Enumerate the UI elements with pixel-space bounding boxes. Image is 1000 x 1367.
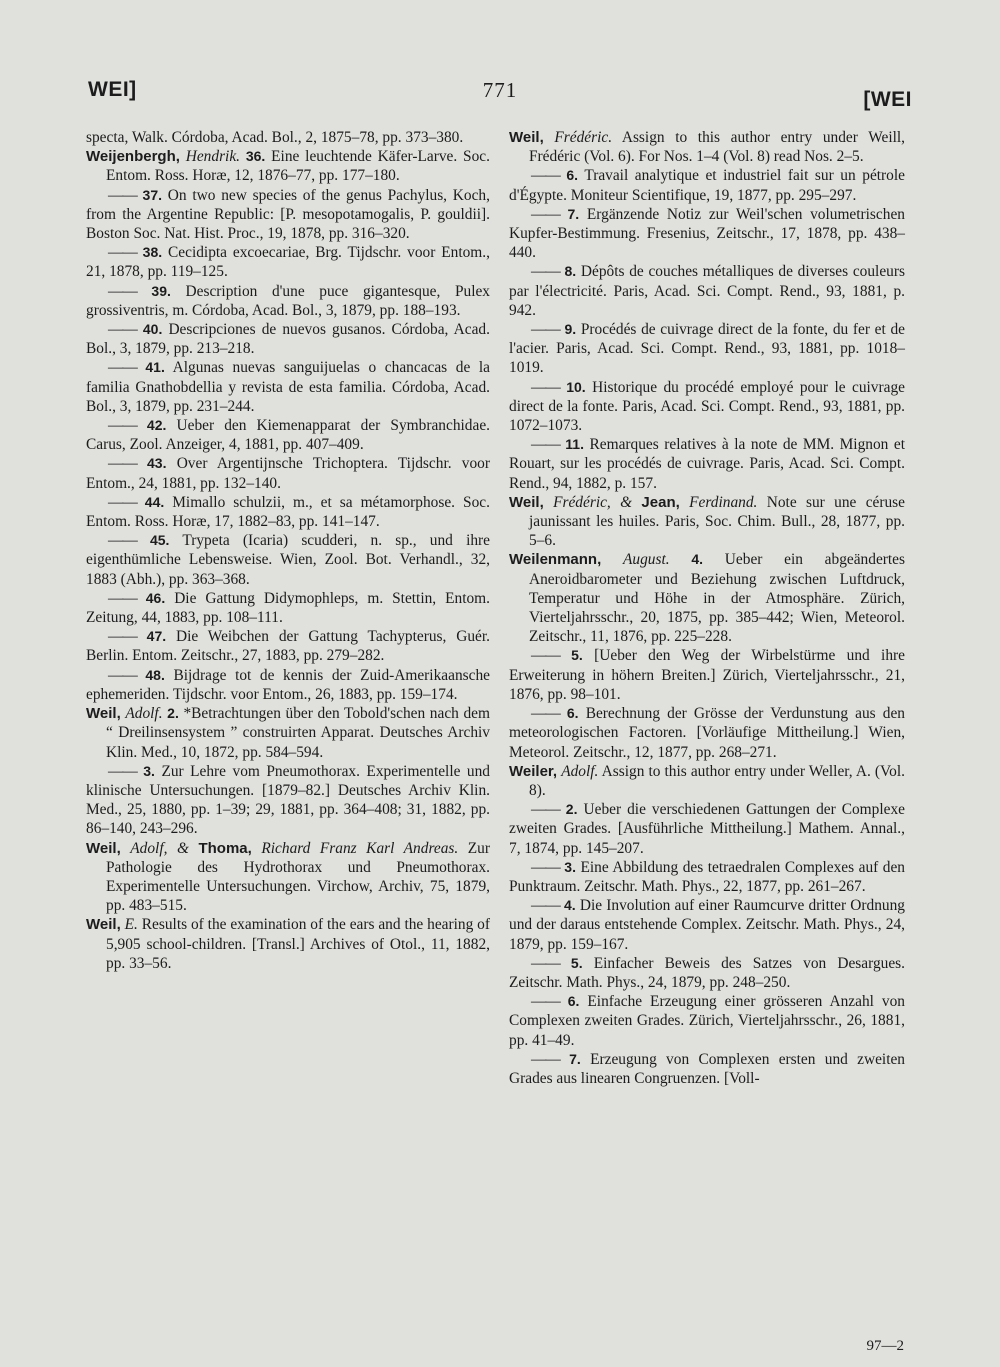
entry-number: 8. — [564, 263, 577, 280]
entry-text: Einfache Erzeugung einer grösseren Anzahl von Complexen zweiten Grades. Zürich, Vierteljahrsschr., 26, 1881, pp. 41–49. — [509, 993, 905, 1049]
ditto-dash: —— — [108, 282, 137, 300]
author-entry — [86, 915, 490, 973]
entry-number: 11. — [565, 436, 584, 453]
continued-entry — [86, 128, 490, 147]
entry-text: Ueber den Kiemenapparat der Symbranchidae. Carus, Zool. Anzeiger, 4, 1881, pp. 407–409. — [86, 417, 490, 454]
ditto-dash: —— — [108, 455, 137, 473]
entry-text: [Ueber den Weg der Wirbelstürme und ihre Erweiterung in höhern Breiten.] Zürich, Vierteljahrsschr., 21, 1876, pp. 98–101. — [509, 647, 905, 703]
entry-number: 5. — [570, 954, 583, 971]
entry-number: 46. — [145, 589, 166, 606]
numbered-entry — [509, 954, 905, 992]
numbered-entry — [509, 896, 905, 954]
numbered-entry — [86, 493, 490, 531]
numbered-entry — [509, 858, 905, 896]
entry-number: 37. — [142, 186, 163, 203]
author-name: Weil, — [86, 705, 121, 723]
entry-text: Ueber die verschiedenen Gattungen der Complexe zweiten Grades. [Ausführliche Mittheilung.] Mathem. Annal., 7, 1874, pp. 145–207. — [509, 801, 905, 857]
author-entry — [509, 550, 905, 646]
ditto-dash: —— — [531, 378, 560, 396]
numbered-entry — [86, 282, 490, 320]
left-column — [86, 128, 490, 973]
entry-text: Eine leuchtende Käfer-Larve. Soc. Entom. Ross. Horæ, 12, 1876–77, pp. 177–180. — [106, 148, 490, 185]
numbered-entry — [86, 416, 490, 454]
ditto-dash: —— — [108, 589, 137, 607]
entry-number: 6. — [566, 705, 579, 722]
numbered-entry — [86, 762, 490, 839]
entry-number: 47. — [146, 628, 167, 645]
ditto-dash: —— — [531, 897, 560, 915]
author-given-name: Frédéric. — [554, 129, 613, 146]
numbered-entry — [86, 531, 490, 589]
numbered-entry — [509, 378, 905, 436]
coauthor-name: Thoma, — [198, 839, 252, 857]
entry-number: 40. — [142, 321, 163, 338]
coauthor-given-name: Richard Franz Karl Andreas. — [261, 839, 459, 857]
numbered-entry — [86, 243, 490, 281]
author-name: Weil, — [509, 129, 544, 146]
numbered-entry — [509, 800, 905, 858]
numbered-entry — [86, 627, 490, 665]
author-name: Weil, — [86, 916, 121, 934]
entry-text: Descripciones de nuevos gusanos. Córdoba, Acad. Bol., 3, 1879, pp. 213–218. — [86, 321, 490, 358]
entry-number: 2. — [167, 705, 179, 722]
page-number: 771 — [482, 78, 518, 102]
entry-text: Travail analytique et industriel fait sur un pétrole d'Égypte. Moniteur Scientifique, 19, 1877, pp. 295–297. — [509, 167, 905, 204]
entry-number: 7. — [567, 205, 580, 222]
numbered-entry — [86, 589, 490, 627]
author-entry — [86, 147, 490, 185]
entry-number: 5. — [571, 647, 583, 664]
ditto-dash: —— — [108, 493, 137, 511]
entry-text: Erzeugung von Complexen ersten und zweiten Grades aus linearen Congruenzen. [Voll- — [509, 1050, 905, 1087]
ditto-dash: —— — [108, 417, 137, 435]
entry-number: 48. — [145, 666, 165, 683]
author-name: Weilenmann, — [509, 551, 602, 569]
ditto-dash: —— — [531, 1050, 560, 1068]
entry-text: Ergänzende Notiz zur Weil'schen volumetrischen Kupfer-Bestimmung. Fresenius, Zeitschr., 17, 1878, pp. 438–440. — [509, 205, 905, 262]
author-name: Weil, — [86, 839, 121, 857]
running-head — [88, 78, 912, 110]
entry-text: On two new species of the genus Pachylus, Koch, from the Argentine Republic: [P. mesopotamogalis, P. gouldii]. Boston Soc. Nat. Hist. Proc., 19, 1878, pp. 316–320. — [86, 186, 490, 243]
entry-text: Dépôts de couches métalliques de diverses couleurs par l'électricité. Paris, Acad. Sci. Compt. Rend., 93, 1881, p. 942. — [509, 263, 905, 319]
author-entry — [86, 839, 490, 916]
entry-number: 44. — [144, 493, 165, 510]
author-given-name: Adolf. — [125, 705, 163, 723]
author-entry — [509, 493, 905, 551]
entry-text: Results of the examination of the ears and the hearing of 5,905 school-children. [Transl.] Archives of Otol., 11, 1882, pp. 33–56. — [106, 916, 490, 972]
ditto-dash: —— — [531, 954, 560, 972]
entry-number: 3. — [143, 762, 155, 779]
entry-text: specta, Walk. Córdoba, Acad. Bol., 2, 1875–78, pp. 373–380. — [86, 129, 464, 146]
entry-number: 6. — [567, 993, 580, 1010]
entry-number: 36. — [245, 148, 266, 165]
author-name: Weijenbergh, — [86, 148, 180, 166]
ditto-dash: —— — [108, 359, 137, 377]
entry-text: Zur Lehre vom Pneumothorax. Experimentelle und klinische Untersuchungen. [1879–82.] Deutsches Archiv Klin. Med., 25, 1880, pp. 1–39; 29, 1881, pp. 364–408; 31, 1882, pp. 86–140, 243–296. — [86, 762, 490, 838]
entry-number: 4. — [691, 551, 704, 568]
author-name: Weil, — [509, 493, 544, 511]
author-name: Weiler, — [509, 762, 558, 780]
ditto-dash: —— — [108, 321, 137, 339]
entry-text: Ueber ein abgeändertes Aneroidbarometer und Beziehung zwischen Luftdruck, Temperatur und Höhe in der Atmosphäre. Zürich, Vierteljahrsschr., 20, 1875, pp. 385–442; Wien, Meteorol. Zeitschr., 11, 1876, pp. 225–228. — [529, 551, 905, 646]
ditto-dash: —— — [108, 186, 137, 204]
ditto-dash: —— — [531, 705, 560, 723]
numbered-entry — [86, 454, 490, 492]
entry-text: Die Weibchen der Gattung Tachypterus, Guér. Berlin. Entom. Zeitschr., 27, 1883, pp. 279–282. — [86, 628, 490, 665]
ditto-dash: —— — [531, 263, 560, 281]
ditto-dash: —— — [531, 993, 560, 1011]
entry-number: 6. — [566, 167, 579, 184]
entry-text: Note sur une céruse jaunissant les huiles. Paris, Soc. Chim. Bull., 28, 1877, pp. 5–6. — [529, 493, 905, 550]
numbered-entry — [509, 205, 905, 263]
numbered-entry — [509, 262, 905, 320]
author-entry — [509, 128, 905, 166]
entry-text: Procédés de cuivrage direct de la fonte, du fer et de l'acier. Paris, Acad. Sci. Compt. Rend., 93, 1881, pp. 1018–1019. — [509, 321, 905, 377]
ditto-dash: —— — [531, 167, 560, 185]
entry-number: 2. — [565, 801, 578, 818]
ditto-dash: —— — [108, 244, 137, 262]
numbered-entry — [509, 435, 905, 493]
numbered-entry — [509, 320, 905, 378]
entry-text: Trypeta (Icaria) scudderi, n. sp., und ihre eigenthümliche Lebensweise. Wien, Zool. Bot. Verhandl., 32, 1883 (Abh.), pp. 363–368. — [86, 532, 490, 588]
numbered-entry — [509, 992, 905, 1050]
running-head-right: [WEI — [863, 88, 912, 111]
numbered-entry — [86, 320, 490, 358]
coauthor-name: Jean, — [641, 493, 680, 511]
entry-number: 45. — [149, 532, 170, 549]
entry-number: 3. — [564, 858, 576, 875]
signature-mark: 97—2 — [866, 1338, 904, 1354]
numbered-entry — [86, 186, 490, 244]
entry-text: Eine Abbildung des tetraedralen Complexes auf den Punktraum. Zeitschr. Math. Phys., 22, 1877, pp. 261–267. — [509, 858, 905, 895]
numbered-entry — [86, 666, 490, 704]
entry-number: 4. — [563, 897, 576, 914]
entry-number: 38. — [142, 244, 163, 261]
entry-text: Die Involution auf einer Raumcurve dritter Ordnung und der daraus entstehende Complex. Zeitschr. Math. Phys., 24, 1879, pp. 159–167. — [509, 897, 905, 953]
author-given-name: E. — [124, 916, 138, 934]
numbered-entry — [509, 646, 905, 704]
entry-text: Mimallo schulzii, m., et sa métamorphose. Soc. Entom. Ross. Horæ, 17, 1882–83, pp. 141–147. — [86, 493, 490, 531]
entry-text: Algunas nuevas sanguijuelas o chancacas de la familia Gnathobdellia y revista de esta familia. Córdoba, Acad. Bol., 3, 1879, pp. 231–244. — [86, 359, 490, 415]
entry-number: 41. — [145, 359, 165, 376]
entry-text: Over Argentijnsche Trichoptera. Tijdschr. voor Entom., 24, 1881, pp. 132–140. — [86, 455, 490, 492]
entry-text: Bijdrage tot de kennis der Zuid-Amerikaansche ephemeriden. Tijdschr. voor Entom., 26, 1883, pp. 159–174. — [86, 666, 490, 703]
numbered-entry — [509, 1050, 905, 1088]
numbered-entry — [86, 358, 490, 416]
entry-text: Zur Pathologie des Hydrothorax und Pneumothorax. Experimentelle Untersuchungen. Virchow, Archiv, 75, 1879, pp. 483–515. — [106, 839, 490, 915]
author-given-name: Hendrik. — [185, 148, 241, 166]
entry-text: Remarques relatives à la note de MM. Mignon et Rouart, sur les procédés de cuivrage. Paris, Acad. Sci. Compt. Rend., 94, 1882, p. 157. — [509, 436, 905, 492]
entry-number: 42. — [146, 417, 167, 434]
ditto-dash: —— — [108, 628, 137, 646]
running-head-left: WEI] — [88, 78, 137, 101]
entry-text: Die Gattung Didymophleps, m. Stettin, Entom. Zeitung, 44, 1883, pp. 108–111. — [86, 589, 490, 627]
coauthor-given-name: Ferdinand. — [689, 493, 758, 511]
ditto-dash: —— — [531, 801, 560, 819]
author-entry — [509, 762, 905, 800]
ditto-dash: —— — [531, 436, 560, 454]
entry-number: 43. — [147, 455, 167, 472]
ditto-dash: —— — [108, 532, 137, 550]
ditto-dash: —— — [531, 858, 560, 876]
entry-text: Historique du procédé employé pour le cuivrage direct de la fonte. Paris, Acad. Sci. Compt. Rend., 93, 1881, pp. 1072–1073. — [509, 378, 905, 435]
author-given-name: Adolf. — [561, 762, 599, 780]
entry-text: Assign to this author entry under Weill, Frédéric (Vol. 6). For Nos. 1–4 (Vol. 8) read Nos. 2–5. — [529, 129, 905, 166]
entry-text: Assign to this author entry under Weller, A. (Vol. 8). — [529, 762, 905, 799]
entry-text: *Betrachtungen über den Tobold'schen nach dem “ Dreilinsensystem ” construirten Apparat. Deutsches Archiv Klin. Med., 10, 1872, pp. 584–594. — [106, 705, 490, 761]
right-column — [509, 128, 905, 1088]
author-given-name: August. — [623, 551, 670, 569]
entry-text: Description d'une puce gigantesque, Pulex grossiventris, m. Córdoba, Acad. Bol., 3, 1879, pp. 188–193. — [86, 282, 491, 319]
entry-number: 9. — [564, 321, 577, 338]
entry-text: Cecidipta excoecariae, Brg. Tijdschr. voor Entom., 21, 1878, pp. 119–125. — [86, 244, 490, 281]
entry-text: Einfacher Beweis des Satzes von Desargues. Zeitschr. Math. Phys., 24, 1879, pp. 248–250. — [509, 954, 905, 991]
entry-number: 39. — [151, 282, 171, 299]
ditto-dash: —— — [108, 666, 137, 684]
ditto-dash: —— — [108, 762, 137, 780]
author-given-name: Adolf, & — [130, 839, 199, 857]
ditto-dash: —— — [531, 647, 560, 665]
numbered-entry — [509, 704, 905, 762]
author-given-name: Frédéric, & — [553, 493, 642, 511]
numbered-entry — [509, 166, 905, 204]
entry-text: Berechnung der Grösse der Verdunstung aus den meteorologischen Factoren. [Vorläufige Mittheilung.] Wien, Meteorol. Zeitschr., 12, 1877, pp. 268–271. — [509, 705, 905, 761]
author-entry — [86, 704, 490, 762]
entry-number: 7. — [569, 1050, 581, 1067]
ditto-dash: —— — [531, 205, 560, 223]
entry-number: 10. — [566, 378, 586, 395]
ditto-dash: —— — [531, 321, 560, 339]
